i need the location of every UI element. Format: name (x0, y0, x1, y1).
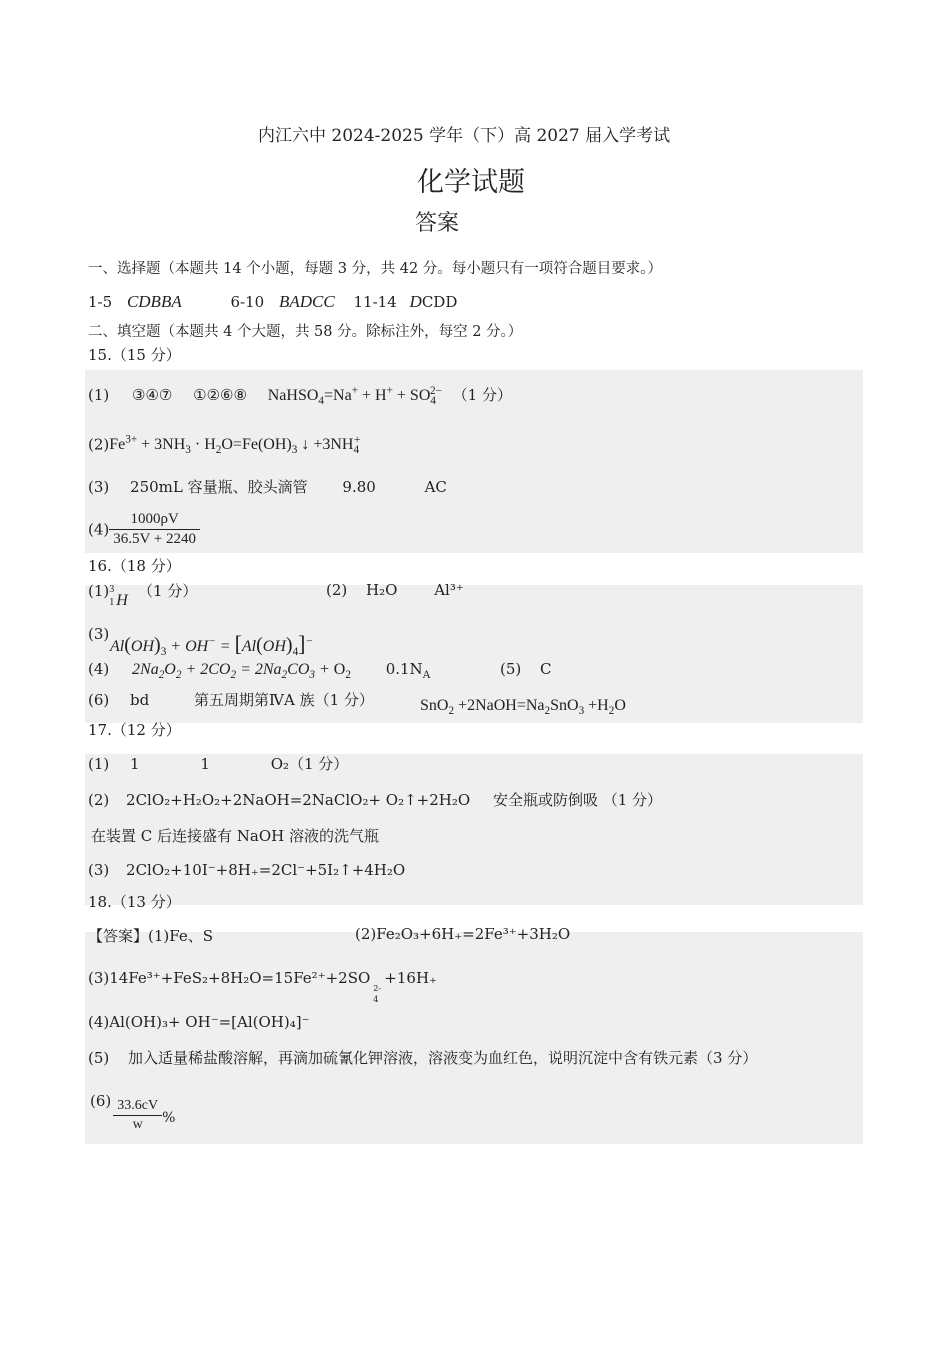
q16-p2-b: Al³⁺ (434, 581, 464, 599)
q18-part5 (88, 1047, 757, 1068)
q18-p6-numerator: 33.6cV (113, 1098, 162, 1116)
q15-p3-c: AC (424, 478, 447, 496)
q16-p5-label: (5) (500, 660, 522, 678)
q18-p3-tail: +16H₊ (384, 969, 437, 987)
q18-p6-unit: % (162, 1110, 176, 1126)
q15-part4 (88, 511, 200, 548)
page-title: 化学试题 (417, 167, 525, 198)
choice-answers-2: BADCC (278, 292, 335, 311)
q18-p6-denominator: w (132, 1117, 143, 1132)
q16-p2-a: H₂O (366, 581, 398, 599)
q18-p3-main: (3)14Fe³⁺+FeS₂+8H₂O=15Fe²⁺+2SO (88, 969, 371, 987)
q18-part6 (90, 1092, 175, 1133)
section1-heading: 一、选择题（本题共 14 个小题，每题 3 分，共 42 分。每小题只有一项符合题目要求。） (88, 261, 663, 277)
q15-p1-equation: NaHSO$_4$=Na+ + $H^+ + SO_4^{2-}$ (267, 384, 442, 408)
q18-p6-fraction (113, 1098, 162, 1133)
q18-part2: (2)Fe₂O₃+6H₊=2Fe³⁺+3H₂O (355, 925, 571, 943)
choice-answers-1: CDBBA (126, 292, 182, 311)
q16-part4 (88, 660, 430, 681)
q17-p3-a: 2ClO₂+10I⁻+8H₊=2Cl⁻+5I₂↑+4H₂O (126, 861, 406, 879)
q16-p3-equation: $Al(OH)_3 + OH^- = [Al(OH)_4]^-$ (110, 631, 314, 659)
q16-part5 (500, 660, 552, 678)
q16-p6-label: (6) (88, 691, 110, 709)
q17-p1-label: (1) (88, 755, 110, 773)
choice-answers-3: CDD (421, 293, 458, 311)
q17-p2-c: 在装置 C 后连接盛有 NaOH 溶液的洗气瓶 (91, 827, 379, 845)
q18-part4: (4)Al(OH)₃+ OH⁻=[Al(OH)₄]⁻ (88, 1013, 310, 1031)
q16-p4-label: (4) (88, 660, 110, 678)
choice-range-3: 11-14 (353, 293, 397, 311)
q16-p1-label: (1) (88, 582, 110, 600)
q16-title: 16.（18 分） (88, 557, 181, 575)
q17-p1-a: 1 (130, 755, 140, 773)
q15-p4-fraction (109, 511, 200, 548)
q16-p6-b: 第五周期第ⅣA 族（1 分） (194, 691, 374, 709)
choice-answers-3-italic: D (409, 292, 422, 311)
q15-part2 (88, 434, 360, 457)
q15-p4-denominator: 36.5V + 2240 (113, 531, 197, 547)
q15-p1-b: ①②⑥⑧ (193, 386, 247, 404)
q18-title: 18.（13 分） (88, 893, 181, 911)
q15-p1-a: ③④⑦ (132, 386, 173, 404)
q16-p6-equation: $SnO_2 +2NaOH=Na_2SnO_3 +H_2O$ (420, 697, 626, 718)
answer-label: 答案 (415, 211, 460, 236)
q17-part3 (88, 861, 405, 879)
q16-p1-tritium: 3 1 H (109, 584, 128, 609)
q17-p3-label: (3) (88, 861, 110, 879)
q16-p1-score: （1 分） (138, 582, 198, 600)
q17-p2-label: (2) (88, 791, 110, 809)
q16-part2 (326, 581, 464, 599)
q17-p1-c: O₂（1 分） (270, 755, 349, 773)
q17-p1-b: 1 (200, 755, 210, 773)
choice-range-1: 1-5 (88, 293, 113, 311)
q16-part6 (88, 689, 374, 710)
q15-p4-numerator: 1000ρV (109, 511, 200, 530)
q17-part1 (88, 753, 348, 774)
q15-part1 (88, 384, 512, 407)
q15-p1-label: (1) (88, 386, 110, 404)
q15-p2-label: (2) (88, 435, 110, 454)
q16-p3-label: (3) (88, 625, 110, 643)
q15-part3 (88, 476, 447, 497)
school-line: 内江六中 2024-2025 学年（下）高 2027 届入学考试 (258, 126, 671, 146)
q18-part1: 【答案】(1)Fe、S (88, 927, 213, 945)
choice-answers (88, 292, 457, 312)
q16-part3 (88, 625, 313, 658)
q18-answer-band (85, 932, 863, 1144)
q16-p4-equation: $2Na_2O_2 + 2CO_2 = 2Na_2CO_3 + O_2$ (132, 661, 351, 682)
q16-part1 (88, 580, 197, 610)
q16-p6-a: bd (130, 691, 150, 709)
q15-p4-label: (4) (88, 520, 110, 539)
q17-p2-a: 2ClO₂+H₂O₂+2NaOH=2NaClO₂+ O₂↑+2H₂O (126, 791, 471, 809)
q17-part2 (88, 789, 662, 810)
section2-heading: 二、填空题（本题共 4 个大题，共 58 分。除标注外，每空 2 分。） (88, 324, 523, 340)
q16-p4-b: $0.1N_A$ (385, 660, 431, 681)
q16-p2-label: (2) (326, 581, 348, 599)
q17-title: 17.（12 分） (88, 721, 181, 739)
q16-p5-a: C (540, 660, 552, 678)
choice-range-2: 6-10 (230, 293, 265, 311)
q17-p2-b: 安全瓶或防倒吸 （1 分） (492, 791, 663, 809)
q15-p3-label: (3) (88, 478, 110, 496)
q18-p6-label: (6) (90, 1092, 112, 1110)
q18-p5-label: (5) (88, 1049, 110, 1067)
q18-p3-ion-charge: 2- 4 (373, 984, 382, 1004)
q18-part3 (88, 969, 437, 1004)
q15-title: 15.（15 分） (88, 346, 181, 364)
q18-p5-text: 加入适量稀盐酸溶解，再滴加硫氰化钾溶液，溶液变为血红色，说明沉淀中含有铁元素（3 分） (128, 1049, 758, 1067)
q15-p3-b: 9.80 (342, 478, 376, 496)
q15-p2-equation: $Fe^{3+} + 3NH_3 \cdot H_2O=Fe(OH)_3$ ↓ $+3NH_4^+$ (109, 434, 361, 457)
q15-p1-score: （1 分） (452, 386, 512, 404)
q15-p3-a: 250mL 容量瓶、胶头滴管 (130, 478, 308, 496)
